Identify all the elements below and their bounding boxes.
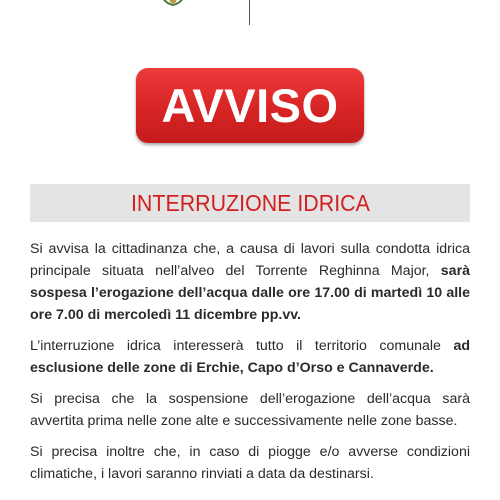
banner-title: AVVISO <box>161 79 339 132</box>
header-divider <box>249 0 250 25</box>
municipal-crest-icon <box>158 0 188 6</box>
subtitle-bar <box>30 184 470 222</box>
notice-banner <box>136 68 364 143</box>
paragraph-1: Si avvisa la cittadinanza che, a causa di lavori sulla condotta idrica principale situata nell’alveo del Torrente Reghinna Major, sarà sospesa l’erogazione dell’acqua dalle ore 17.00 di martedì 10 alle ore 7.00 di mercoledì 11 dicembre pp.vv. <box>30 241 470 323</box>
paragraph-2-emphasis: ad esclusione delle zone di Erchie, Capo d’Orso e Cannaverde. <box>30 338 470 376</box>
notice-body <box>30 238 470 494</box>
paragraph-3: Si precisa che la sospensione dell’erogazione dell’acqua sarà avvertita prima nelle zone alte e successivamente nelle zone basse. <box>30 391 470 429</box>
paragraph-2: L’interruzione idrica interesserà tutto il territorio comunale ad esclusione delle zone di Erchie, Capo d’Orso e Cannaverde. <box>30 338 470 376</box>
notice-subtitle: INTERRUZIONE IDRICA <box>130 189 370 216</box>
paragraph-4: Si precisa inoltre che, in caso di piogge e/o avverse condizioni climatiche, i lavori saranno rinviati a data da destinarsi. <box>30 444 470 482</box>
paragraph-1-emphasis: sarà sospesa l’erogazione dell’acqua dalle ore 17.00 di martedì 10 alle ore 7.00 di mercoledì 11 dicembre pp.vv. <box>30 263 470 323</box>
